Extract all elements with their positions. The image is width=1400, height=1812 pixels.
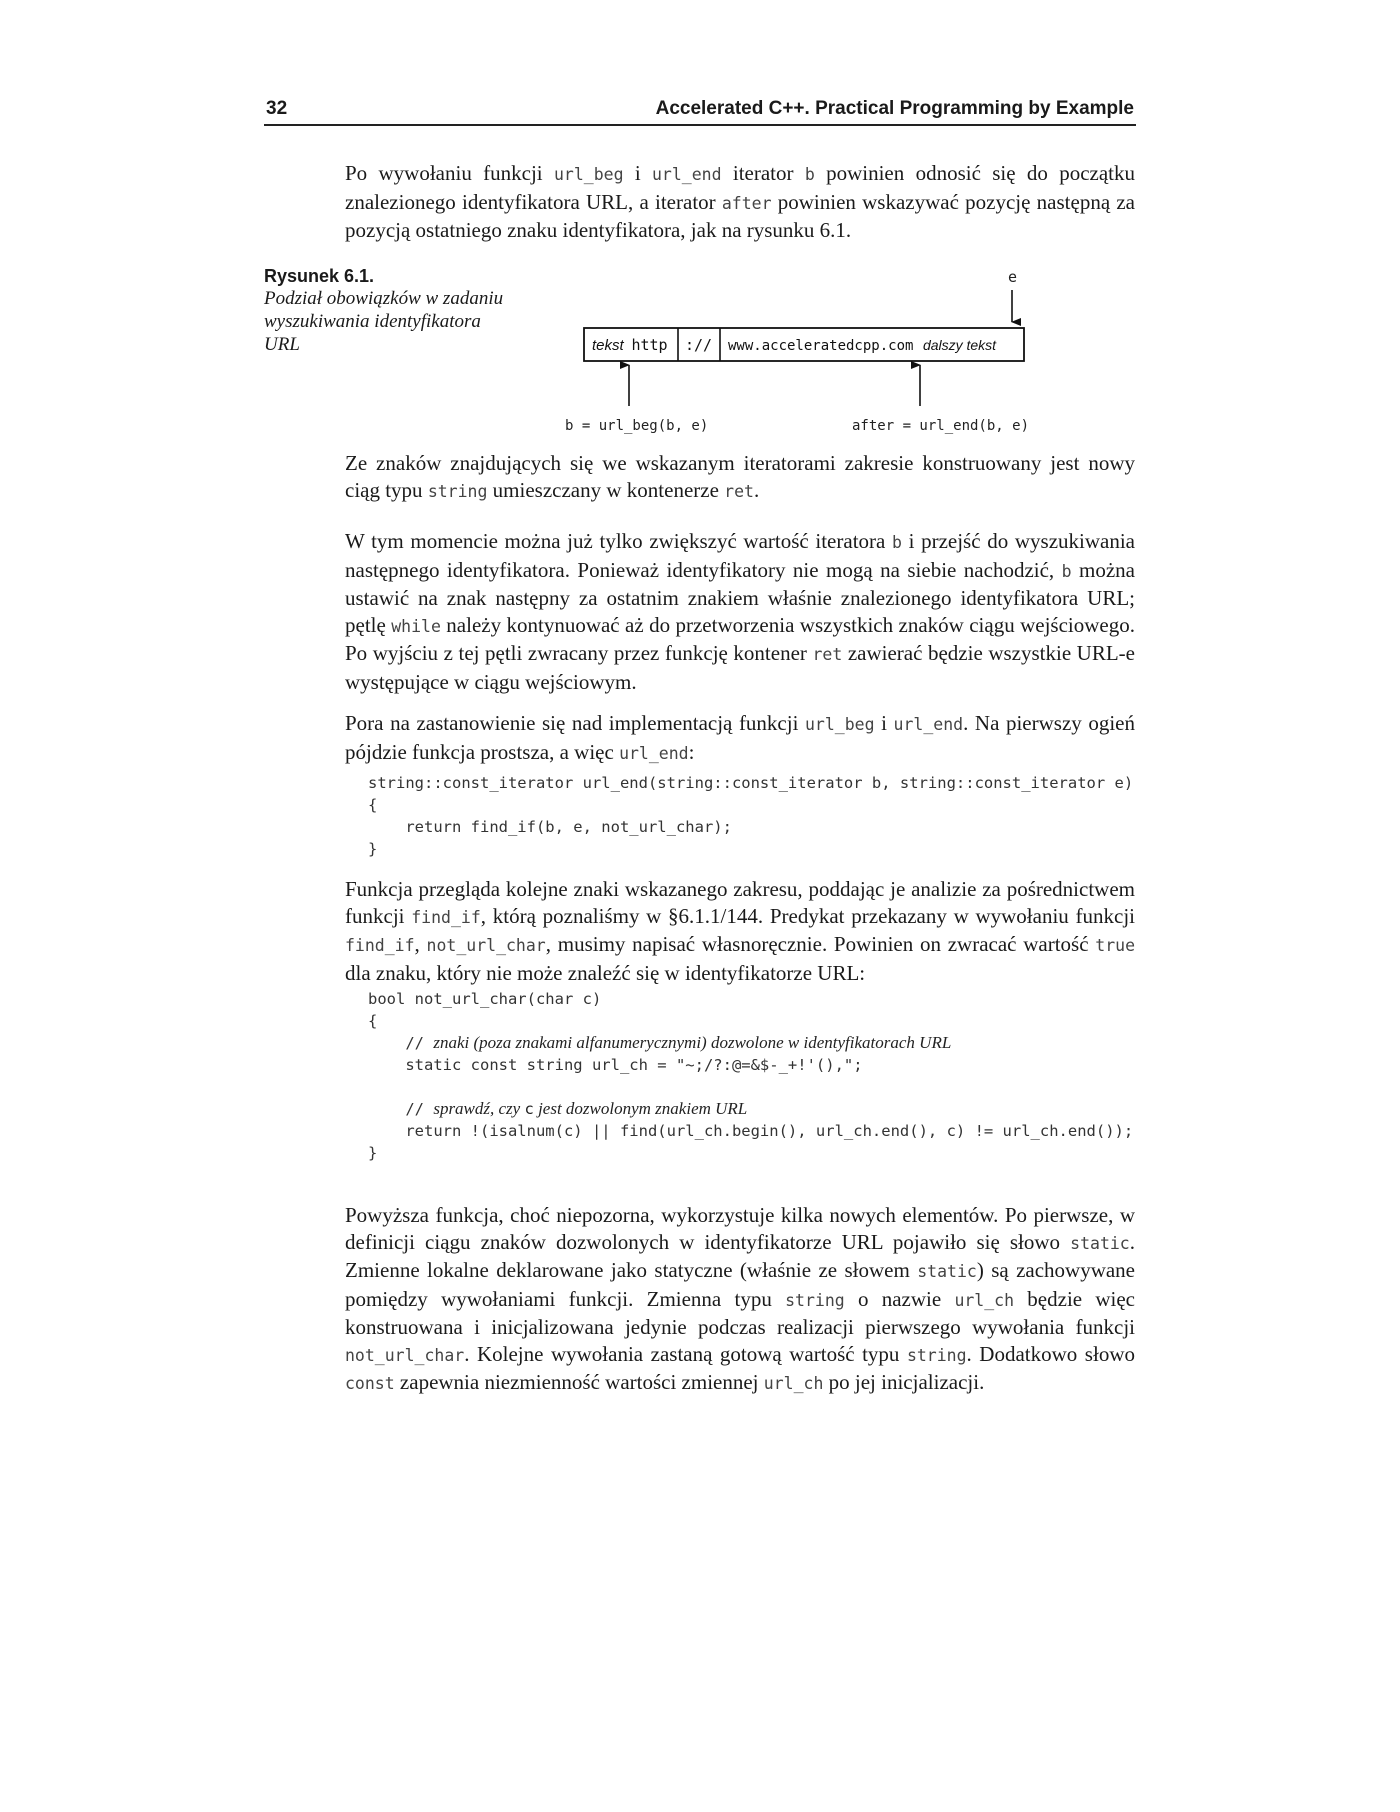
figure-caption-text: Podział obowiązków w zadaniu wyszukiwania identyfikatora URL xyxy=(264,288,504,355)
cell-separator: :// xyxy=(685,336,713,354)
e-label: e xyxy=(1008,268,1018,286)
cell-text-http: tekst http xyxy=(592,336,668,354)
code-block-url-end xyxy=(368,772,1133,860)
paragraph-implementation: Pora na zastanowienie się nad implementacją funkcji url_beg i url_end. Na pierwszy ogień pójdzie funkcja prostsza, a więc url_end: xyxy=(345,711,1135,764)
paragraph-intro: Po wywołaniu funkcji url_beg i url_end iterator b powinien odnosić się do początku znalezionego identyfikatora URL, a iterator after powinien wskazywać pozycję następną za pozycją ostatniego znaku identyfikatora, jak na rysunku 6.1. xyxy=(345,161,1135,242)
paragraph-static-explanation: Powyższa funkcja, choć niepozorna, wykorzystuje kilka nowych elementów. Po pierwsze, w definicji ciągu znaków dozwolonych w identyfikatorze URL pojawiło się słowo static. Zmienne lokalne deklarowane jako statyczne (właśnie ze słowem static) są zachowywane pomiędzy wywołaniami funkcji. Zmienna typu string o nazwie url_ch będzie więc konstruowana i inicjalizowana jedynie podczas realizacji pierwszego wywołania funkcji not_url_char. Kolejne wywołania zastaną gotową wartość typu string. Dodatkowo słowo const zapewnia niezmienność wartości zmiennej url_ch po jej inicjalizacji. xyxy=(345,1203,1136,1394)
paragraph-find-if: Funkcja przegląda kolejne znaki wskazanego zakresu, poddając je analizie za pośrednictwem funkcji find_if, którą poznaliśmy w §6.1.1/144. Predykat przekazany w wywołaniu funkcji find_if, not_url_char, musimy napisać własnoręcznie. Powinien on zwracać wartość true dla znaku, który nie może znaleźć się w identyfikatorze URL: xyxy=(345,877,1136,985)
cell-address: www.acceleratedcpp.com dalszy tekst xyxy=(728,337,997,354)
code-line: return !(isalnum(c) || find(url_ch.begin(), url_ch.end(), c) != url_ch.end()); xyxy=(368,1122,1134,1140)
code-block-not-url-char xyxy=(368,988,1133,1164)
page-number: 32 xyxy=(266,98,288,119)
code-line: } xyxy=(368,840,378,858)
code-line: return find_if(b, e, not_url_char); xyxy=(368,818,732,836)
code-line: { xyxy=(368,1012,378,1030)
paragraph-iteration: W tym momencie można już tylko zwiększyć wartość iteratora b i przejść do wyszukiwania następnego identyfikatora. Ponieważ identyfikatory nie mogą na siebie nachodzić, b można ustawić na znak następny za ostatnim znakiem właśnie znalezionego identyfikatora URL; pętlę while należy kontynuować aż do przetworzenia wszystkich znaków ciągu wejściowego. Po wyjściu z tej pętli zwracany przez funkcję kontener ret zawierać będzie wszystkie URL-e występujące w ciągu wejściowym. xyxy=(345,529,1136,694)
url-split-diagram xyxy=(560,266,1040,438)
code-line-blank xyxy=(368,1076,1133,1098)
book-title: Accelerated C++. Practical Programming by Example xyxy=(655,98,1134,119)
paragraph-string-construction: Ze znaków znajdujących się we wskazanym iteratorami zakresie konstruowany jest nowy ciąg typu string umieszczany w kontenerze ret. xyxy=(345,451,1135,502)
after-label: after = url_end(b, e) xyxy=(852,418,1030,434)
code-line: string::const_iterator url_end(string::const_iterator b, string::const_iterator e) xyxy=(368,774,1134,792)
figure-caption xyxy=(264,266,504,356)
code-line: } xyxy=(368,1144,378,1162)
code-line: static const string url_ch = "~;/?:@=&$-_+!'(),"; xyxy=(368,1056,863,1074)
code-comment-line: // sprawdź, czy c jest dozwolonym znakiem URL xyxy=(368,1099,748,1118)
code-line: bool not_url_char(char c) xyxy=(368,990,602,1008)
figure-caption-title: Rysunek 6.1. xyxy=(264,266,375,286)
code-comment-line: // znaki (poza znakami alfanumerycznymi) dozwolone w identyfikatorach URL xyxy=(368,1033,952,1052)
running-header xyxy=(264,98,1136,126)
b-label: b = url_beg(b, e) xyxy=(565,418,709,434)
code-line: { xyxy=(368,796,378,814)
